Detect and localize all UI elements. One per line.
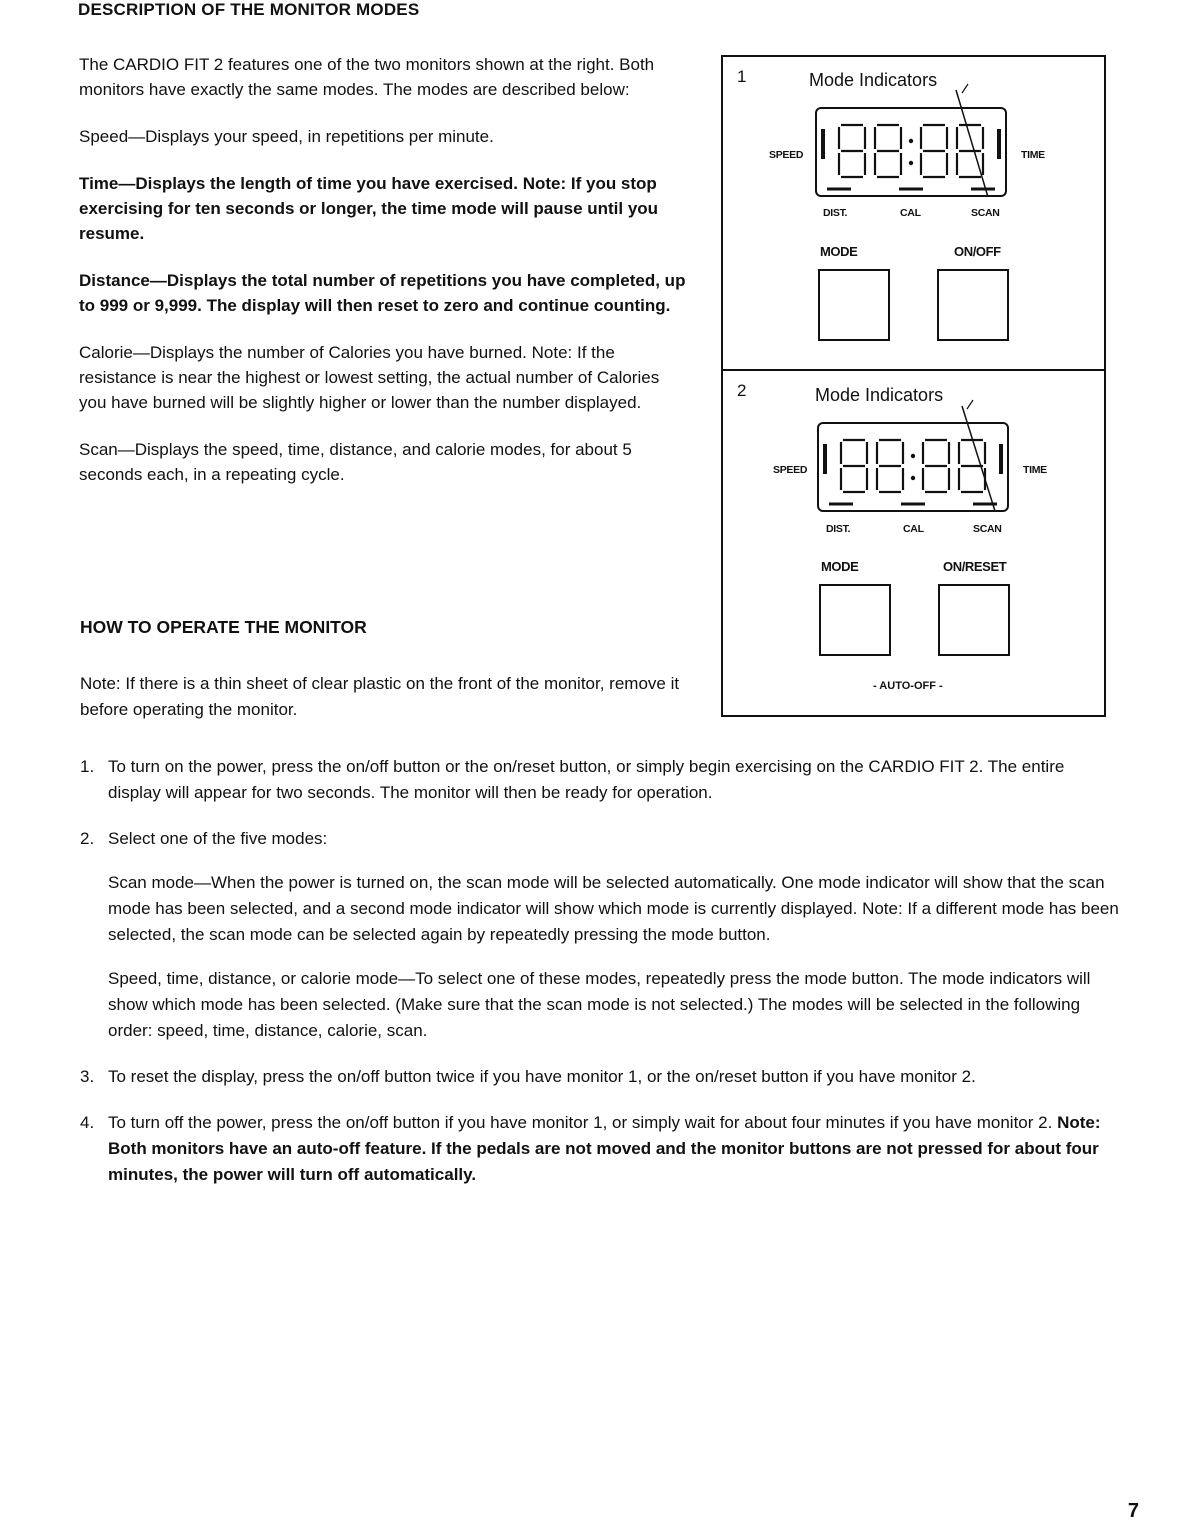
lcd-digits xyxy=(819,424,1007,510)
time-label: TIME xyxy=(1023,464,1047,476)
operation-steps xyxy=(80,754,1120,1208)
monitor-figure xyxy=(721,55,1106,717)
cal-label: CAL xyxy=(900,207,921,219)
on-off-button-label: ON/OFF xyxy=(954,244,1001,259)
step-1 xyxy=(80,754,1120,806)
indicator-arrow xyxy=(723,369,1108,715)
step-text-normal: To turn off the power, press the on/off button if you have monitor 1, or simply wait for about four minutes if you have monitor 2. xyxy=(108,1113,1053,1132)
mode-speed: Speed—Displays your speed, in repetitions per minute. xyxy=(79,127,494,146)
mode-distance: Distance—Displays the total number of repetitions you have completed, up to 999 or 9,999. The display will then reset to zero and continue counting. xyxy=(79,271,686,315)
lcd-display xyxy=(817,422,1009,512)
step-3 xyxy=(80,1064,1120,1090)
step-text-scan-mode: Scan mode—When the power is turned on, the scan mode will be selected automatically. One mode indicator will show that the scan mode has been selected, and a second mode indicator will show which mode is currently displayed. Note: If a different mode has been selected, the scan mode can be selected again by repeatedly pressing the mode button. xyxy=(108,873,1119,944)
on-reset-button-label: ON/RESET xyxy=(943,559,1007,574)
speed-label: SPEED xyxy=(769,149,804,161)
howto-title: HOW TO OPERATE THE MONITOR xyxy=(80,617,367,637)
auto-off-warning: Note: Both monitors have an auto-off feature. If the pedals are not moved and the monitor buttons are not pressed for about four minutes, the power will turn off automatically. xyxy=(108,1113,1101,1184)
mode-calorie: Calorie—Displays the number of Calories you have burned. Note: If the resistance is near the highest or lowest setting, the actual number of Calories you have burned will be slightly higher or lower than the number displayed. xyxy=(79,343,660,412)
intro-paragraph: The CARDIO FIT 2 features one of the two monitors shown at the right. Both monitors have exactly the same modes. The modes are described below: xyxy=(79,55,655,99)
step-text: Select one of the five modes: xyxy=(108,829,328,848)
step-4 xyxy=(80,1110,1120,1188)
mode-button-label: MODE xyxy=(821,559,859,574)
step-text: To reset the display, press the on/off button twice if you have monitor 1, or the on/reset button if you have monitor 2. xyxy=(108,1067,976,1086)
mode-indicators-label: Mode Indicators xyxy=(815,385,944,405)
section-title: DESCRIPTION OF THE MONITOR MODES xyxy=(78,0,420,19)
monitor-1-panel xyxy=(723,57,1104,371)
step-number: 1. xyxy=(80,757,95,776)
on-off-button[interactable] xyxy=(937,269,1009,341)
step-number: 4. xyxy=(80,1113,95,1132)
mode-button-label: MODE xyxy=(820,244,858,259)
lcd-display xyxy=(815,107,1007,197)
plastic-note: Note: If there is a thin sheet of clear plastic on the front of the monitor, remove it before operating the monitor. xyxy=(80,674,680,719)
mode-button[interactable] xyxy=(818,269,890,341)
speed-label: SPEED xyxy=(773,464,808,476)
monitor-number: 2 xyxy=(737,381,747,400)
time-label: TIME xyxy=(1021,149,1045,161)
mode-time: Time—Displays the length of time you have exercised. Note: If you stop exercising for ten seconds or longer, the time mode will pause until you resume. xyxy=(79,174,659,243)
mode-scan: Scan—Displays the speed, time, distance, and calorie modes, for about 5 seconds each, in a repeating cycle. xyxy=(79,440,632,484)
dist-label: DIST. xyxy=(823,207,848,219)
on-reset-button[interactable] xyxy=(938,584,1010,656)
step-text: To turn on the power, press the on/off button or the on/reset button, or simply begin exercising on the CARDIO FIT 2. The entire display will appear for two seconds. The monitor will then be ready for operation. xyxy=(108,757,1065,802)
step-2 xyxy=(80,826,1120,1044)
monitor-number: 1 xyxy=(737,67,747,86)
modes-description xyxy=(79,52,689,509)
page-number: 7 xyxy=(1127,1500,1139,1522)
step-number: 2. xyxy=(80,829,95,848)
scan-label: SCAN xyxy=(973,523,1002,535)
step-number: 3. xyxy=(80,1067,95,1086)
auto-off-label: - AUTO-OFF - xyxy=(873,680,943,692)
mode-button[interactable] xyxy=(819,584,891,656)
step-text-other-modes: Speed, time, distance, or calorie mode—To select one of these modes, repeatedly press the mode button. The mode indicators will show which mode has been selected. (Make sure that the scan mode is not selected.) The modes will be selected in the following order: speed, time, distance, calorie, scan. xyxy=(108,969,1091,1040)
monitor-2-panel xyxy=(723,369,1104,715)
cal-label: CAL xyxy=(903,523,924,535)
step-text xyxy=(108,1110,1120,1188)
scan-label: SCAN xyxy=(971,207,1000,219)
dist-label: DIST. xyxy=(826,523,851,535)
lcd-digits xyxy=(817,109,1005,195)
mode-indicators-label: Mode Indicators xyxy=(809,70,938,90)
